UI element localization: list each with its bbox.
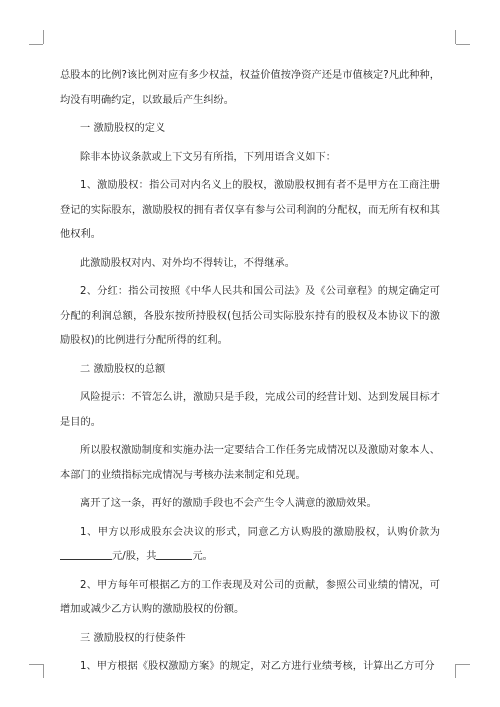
section-heading: 一 激励股权的定义 — [80, 123, 166, 134]
paragraph-text: 元。 — [192, 551, 213, 562]
paragraph: 2、甲方每年可根据乙方的工作表现及对公司的贡献，参照公司业绩的情况，可增加或减少乙方认购的激励股权的份额。 — [60, 579, 440, 615]
crop-mark-top-right — [455, 30, 456, 44]
crop-mark-top-left — [29, 44, 43, 45]
crop-mark-bottom-right — [456, 664, 470, 665]
crop-mark-top-right — [456, 44, 470, 45]
paragraph: 总股本的比例?该比例对应有多少权益，权益价值按净资产还是市值核定?凡此种种，均没有明确约定，以致最后产生纠纷。 — [60, 70, 440, 106]
paragraph: 此激励股权对内、对外均不得转让，不得继承。 — [80, 257, 295, 269]
paragraph-text: 元/股，共 — [112, 551, 157, 562]
paragraph-text: 1、甲方以形成股东会决议的形式，同意乙方认购股的激励股权，认购价款为 — [80, 526, 440, 538]
paragraph-with-blanks — [60, 521, 440, 570]
paragraph: 除非本协议条款或上下文另有所指，下列用语含义如下： — [80, 151, 336, 163]
paragraph: 离开了这一条，再好的激励手段也不会产生令人满意的激励效果。 — [80, 498, 377, 509]
paragraph: 2、分红：指公司按照《中华人民共和国公司法》及《公司章程》的规定确定可分配的利润总额，各股东按所持股权(包括公司实际股东持有的股权及本协议下的激励股权)的比例进行分配所得的红利。 — [60, 286, 440, 346]
fill-in-blank — [78, 549, 112, 560]
document-body — [60, 64, 440, 680]
paragraph: 所以股权激励制度和实施办法一定要结合工作任务完成情况以及激励对象本人、本部门的业绩指标完成情况与考核办法来制定和兑现。 — [60, 445, 440, 481]
fill-in-blank — [156, 549, 192, 560]
crop-mark-bottom-left — [43, 664, 44, 678]
section-heading: 三 激励股权的行使条件 — [80, 632, 186, 644]
crop-mark-bottom-right — [455, 664, 456, 678]
crop-mark-bottom-left — [29, 664, 43, 665]
paragraph: 1、激励股权：指公司对内名义上的股权，激励股权拥有者不是甲方在工商注册登记的实际股东，激励股权的拥有者仅享有参与公司利润的分配权，而无所有权和其他权利。 — [60, 180, 440, 240]
paragraph: 风险提示：不管怎么讲，激励只是手段，完成公司的经营计划、达到发展目标才是目的。 — [60, 392, 440, 428]
section-heading: 二 激励股权的总额 — [80, 363, 166, 375]
paragraph: 1、甲方根据《股权激励方案》的规定，对乙方进行业绩考核，计算出乙方可分 — [80, 661, 435, 672]
crop-mark-top-left — [43, 30, 44, 44]
fill-in-blank — [60, 549, 78, 560]
